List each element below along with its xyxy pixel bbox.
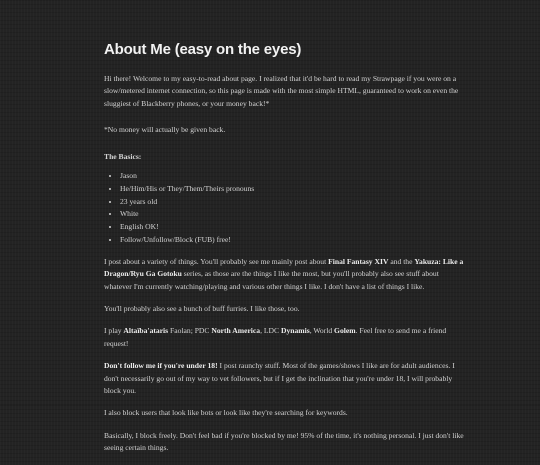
ffxiv-bold-character: Altaïba'ataris <box>123 326 169 336</box>
basics-item-pronouns: • He/Him/His or They/Them/Theirs pronouns <box>120 183 466 196</box>
block-paragraph: Basically, I block freely. Don't feel bad if you're blocked by me! 95% of the time, it's nothing personal. I just don't like seeing certain things. <box>104 430 464 453</box>
intro-paragraph: Hi there! Welcome to my easy-to-read about page. I realized that it'd be hard to read my Strawpage if you were on a slow/metered internet connection, so this page is made with the most simple HTML, guaranteed to work on even the sluggiest of Blackberry phones, or your money back!* <box>104 74 459 108</box>
ffxiv-bold-world: Golem <box>334 326 356 336</box>
page-title: About Me (easy on the eyes) <box>104 41 302 58</box>
ffxiv-bold-ldc: Dynamis <box>280 326 310 336</box>
ffxiv-bold-pdc: North America <box>211 326 261 336</box>
ffxiv-text-2: Faolan; PDC <box>168 326 212 336</box>
basics-heading: The Basics: <box>104 151 142 161</box>
games-paragraph <box>104 256 466 293</box>
basics-item-name: • Jason <box>120 170 466 183</box>
minors-text: I post raunchy stuff. Most of the games/shows I like are for adult audiences. I don't necessarily go out of my way to vet followers, but if I get the inclination that you're under 18, I will probably block you. <box>104 361 455 396</box>
ffxiv-paragraph <box>104 325 466 350</box>
bots-paragraph: I also block users that look like bots or look like they're searching for keywords. <box>104 408 348 418</box>
about-content <box>104 40 466 465</box>
basics-item-language: • English OK! <box>120 221 466 234</box>
basics-item-ethnicity: • White <box>120 208 466 221</box>
ffxiv-text-5: . Feel free to send me a friend request! <box>104 326 447 348</box>
footnote-paragraph: *No money will actually be given back. <box>104 125 226 135</box>
basics-list <box>104 170 466 247</box>
games-bold-yakuza: Yakuza: Like a Dragon/Ryu Ga Gotoku <box>104 256 464 279</box>
games-text-2: and the <box>388 256 415 266</box>
furries-paragraph: You'll probably also see a bunch of buff furries. I like those, too. <box>104 304 300 314</box>
games-text-1: I post about a variety of things. You'll probably see me mainly post about <box>104 256 329 266</box>
ffxiv-text-4: , World <box>309 326 335 336</box>
basics-item-fub: • Follow/Unfollow/Block (FUB) free! <box>120 234 466 247</box>
ffxiv-text-3: , LDC <box>260 326 281 336</box>
games-bold-ffxiv: Final Fantasy XIV <box>328 256 389 266</box>
minors-bold-warning: Don't follow me if you're under 18! <box>104 361 218 371</box>
basics-item-age: • 23 years old <box>120 196 466 209</box>
games-text-3: series, as those are the things I like the most, but you'll probably also see stuff about whatever I'm currently watching/playing and various other things I like. I don't have a list of things I like. <box>104 269 439 291</box>
minors-paragraph <box>104 360 466 397</box>
ffxiv-text-1: I play <box>104 326 124 336</box>
